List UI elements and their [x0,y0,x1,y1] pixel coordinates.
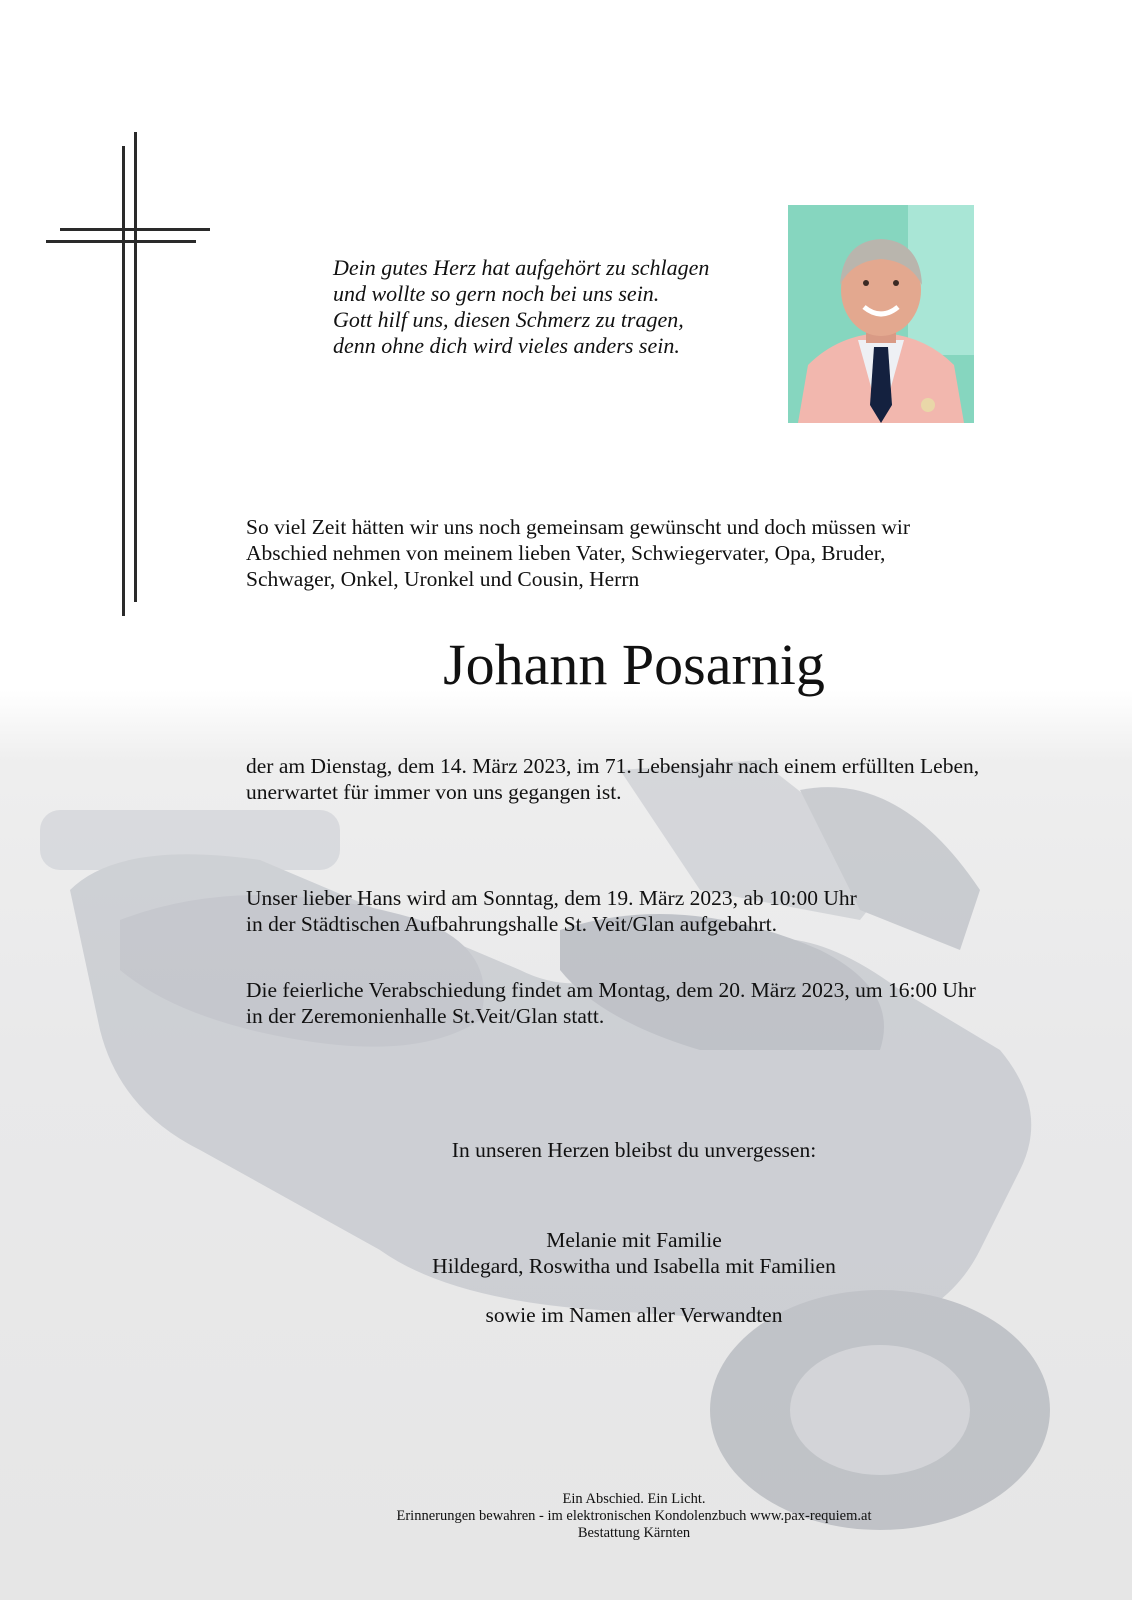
mourner-line: Hildegard, Roswitha und Isabella mit Familien [432,1254,836,1278]
hearts-line: In unseren Herzen bleibst du unvergessen: [451,1138,817,1162]
viewing-info [246,885,857,937]
intro-line: Schwager, Onkel, Uronkel und Cousin, Herrn [246,567,640,591]
verse-line: Gott hilf uns, diesen Schmerz zu tragen, [333,307,684,332]
viewing-line: Unser lieber Hans wird am Sonntag, dem 19. März 2023, ab 10:00 Uhr [246,886,857,910]
memorial-verse [333,255,753,359]
death-announcement [246,753,979,805]
footer-line: Erinnerungen bewahren - im elektronischen Kondolenzbuch www.pax-requiem.at [396,1508,872,1524]
verse-line: denn ohne dich wird vieles anders sein. [333,333,680,358]
intro-text [246,514,910,592]
verse-line: und wollte so gern noch bei uns sein. [333,281,660,306]
verse-line: Dein gutes Herz hat aufgehört zu schlagen [333,255,710,280]
footer-line: Ein Abschied. Ein Licht. [562,1491,706,1507]
intro-line: Abschied nehmen von meinem lieben Vater, Schwiegervater, Opa, Bruder, [246,541,886,565]
mourners-list [246,1227,1022,1279]
death-line: der am Dienstag, dem 14. März 2023, im 71. Lebensjahr nach einem erfüllten Leben, [246,754,980,778]
relatives-line: sowie im Namen aller Verwandten [485,1303,783,1327]
death-line: unerwartet für immer von uns gegangen ist. [246,780,622,804]
intro-line: So viel Zeit hätten wir uns noch gemeinsam gewünscht und doch müssen wir [246,515,910,539]
mourner-line: Melanie mit Familie [546,1228,722,1252]
farewell-info [246,977,976,1029]
footer [246,1491,1022,1542]
farewell-line: in der Zeremonienhalle St.Veit/Glan statt. [246,1004,605,1028]
footer-line: Bestattung Kärnten [577,1525,691,1541]
portrait-photo [788,205,974,423]
cross-icon [40,130,220,630]
viewing-line: in der Städtischen Aufbahrungshalle St. Veit/Glan aufgebahrt. [246,912,778,936]
deceased-name: Johann Posarnig [443,632,825,697]
farewell-line: Die feierliche Verabschiedung findet am Montag, dem 20. März 2023, um 16:00 Uhr [246,978,976,1002]
